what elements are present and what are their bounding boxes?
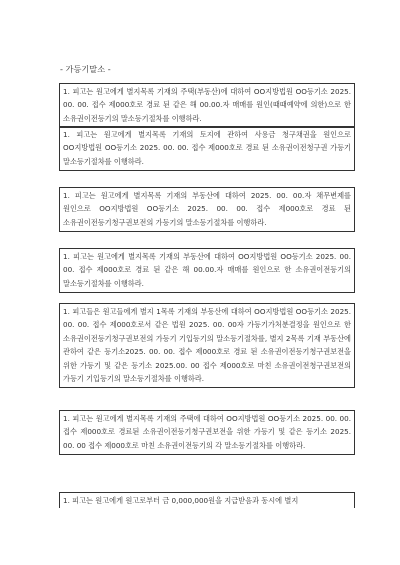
clause-box-1: 1. 피고는 원고에게 별지목록 기재의 주택(부동산)에 대하여 OO지방법원 OO등기소 2025. 00. 00. 접수 제000호로 경료 된 같은 해 00.00.자 매매를 원인(때때예약에 의한)으로 한 소유권이전등기의 말소등기절차를 이행하라. (59, 83, 355, 128)
clause-box-2: 1. 피고는 원고에게 별지목록 기재의 토지에 관하여 사용금 청구채권을 원인으로 OO지방법원 OO등기소 2025. 00. 00. 접수 제000호로 경료 된 소유권이전청구권 가등기 말소등기절차를 이행하라. (59, 126, 355, 171)
clause-box-4: 1. 피고는 원고에게 별지목록 기재의 부동산에 대하여 OO지방법원 OO등기소 2025. 00. 00. 접수 제000호로 경료 된 같은 해 00.00.자 매매를 원인으로 한 소유권이전등기의 말소등기절차를 이행하라. (59, 248, 355, 293)
clause-box-6: 1. 피고는 원고에게 별지목록 기재의 주택에 대하여 OO지방법원 OO등기소 2025. 00. 00. 접수 제000호로 경료된 소유권이전등기청구권보전을 위한 가등기 및 같은 등기소 2025. 00. 00 접수 제000호로 마친 소유권이전등기의 각 말소등기절차를 이행하라. (59, 410, 355, 455)
clause-box-7: 1. 피고는 원고에게 원고로부터 금 0,000,000원을 지급받음과 동시에 별지 (59, 492, 355, 508)
section-heading: - 가등기말소 - (60, 64, 111, 74)
clause-box-5: 1. 피고들은 원고들에게 별지 1목록 기재의 부동산에 대하여 OO지방법원 OO등기소 2025. 00. 00. 접수 제000호로서 같은 법원 2025. 00. 00자 가등기가처분결정을 원인으로 한 소유권이전등기청구권보전의 가등기 기입등기의 말소등기절차를, 별지 2목록 기재 부동산에 관하여 같은 등기소2025. 00. 00. 접수 제000호로 경료 된 소유권이전등기청구권보전을 위한 가등기 및 같은 등기소 2025.00. 00 접수 제000호로 마친 소유권이전청구권보전의 가등기 기입등기의 말소등기절차를 이행하라. (59, 303, 355, 388)
clause-box-3: 1. 피고는 원고에게 별지목록 기재의 부동산에 대하여 2025. 00. 00.자 채무변제를 원인으로 OO지방법원 OO등기소 2025. 00. 00. 접수 제000호로 경료 된 소유권이전등기청구권보전의 가등기의 말소등기절차를 이행하라. (59, 187, 355, 232)
